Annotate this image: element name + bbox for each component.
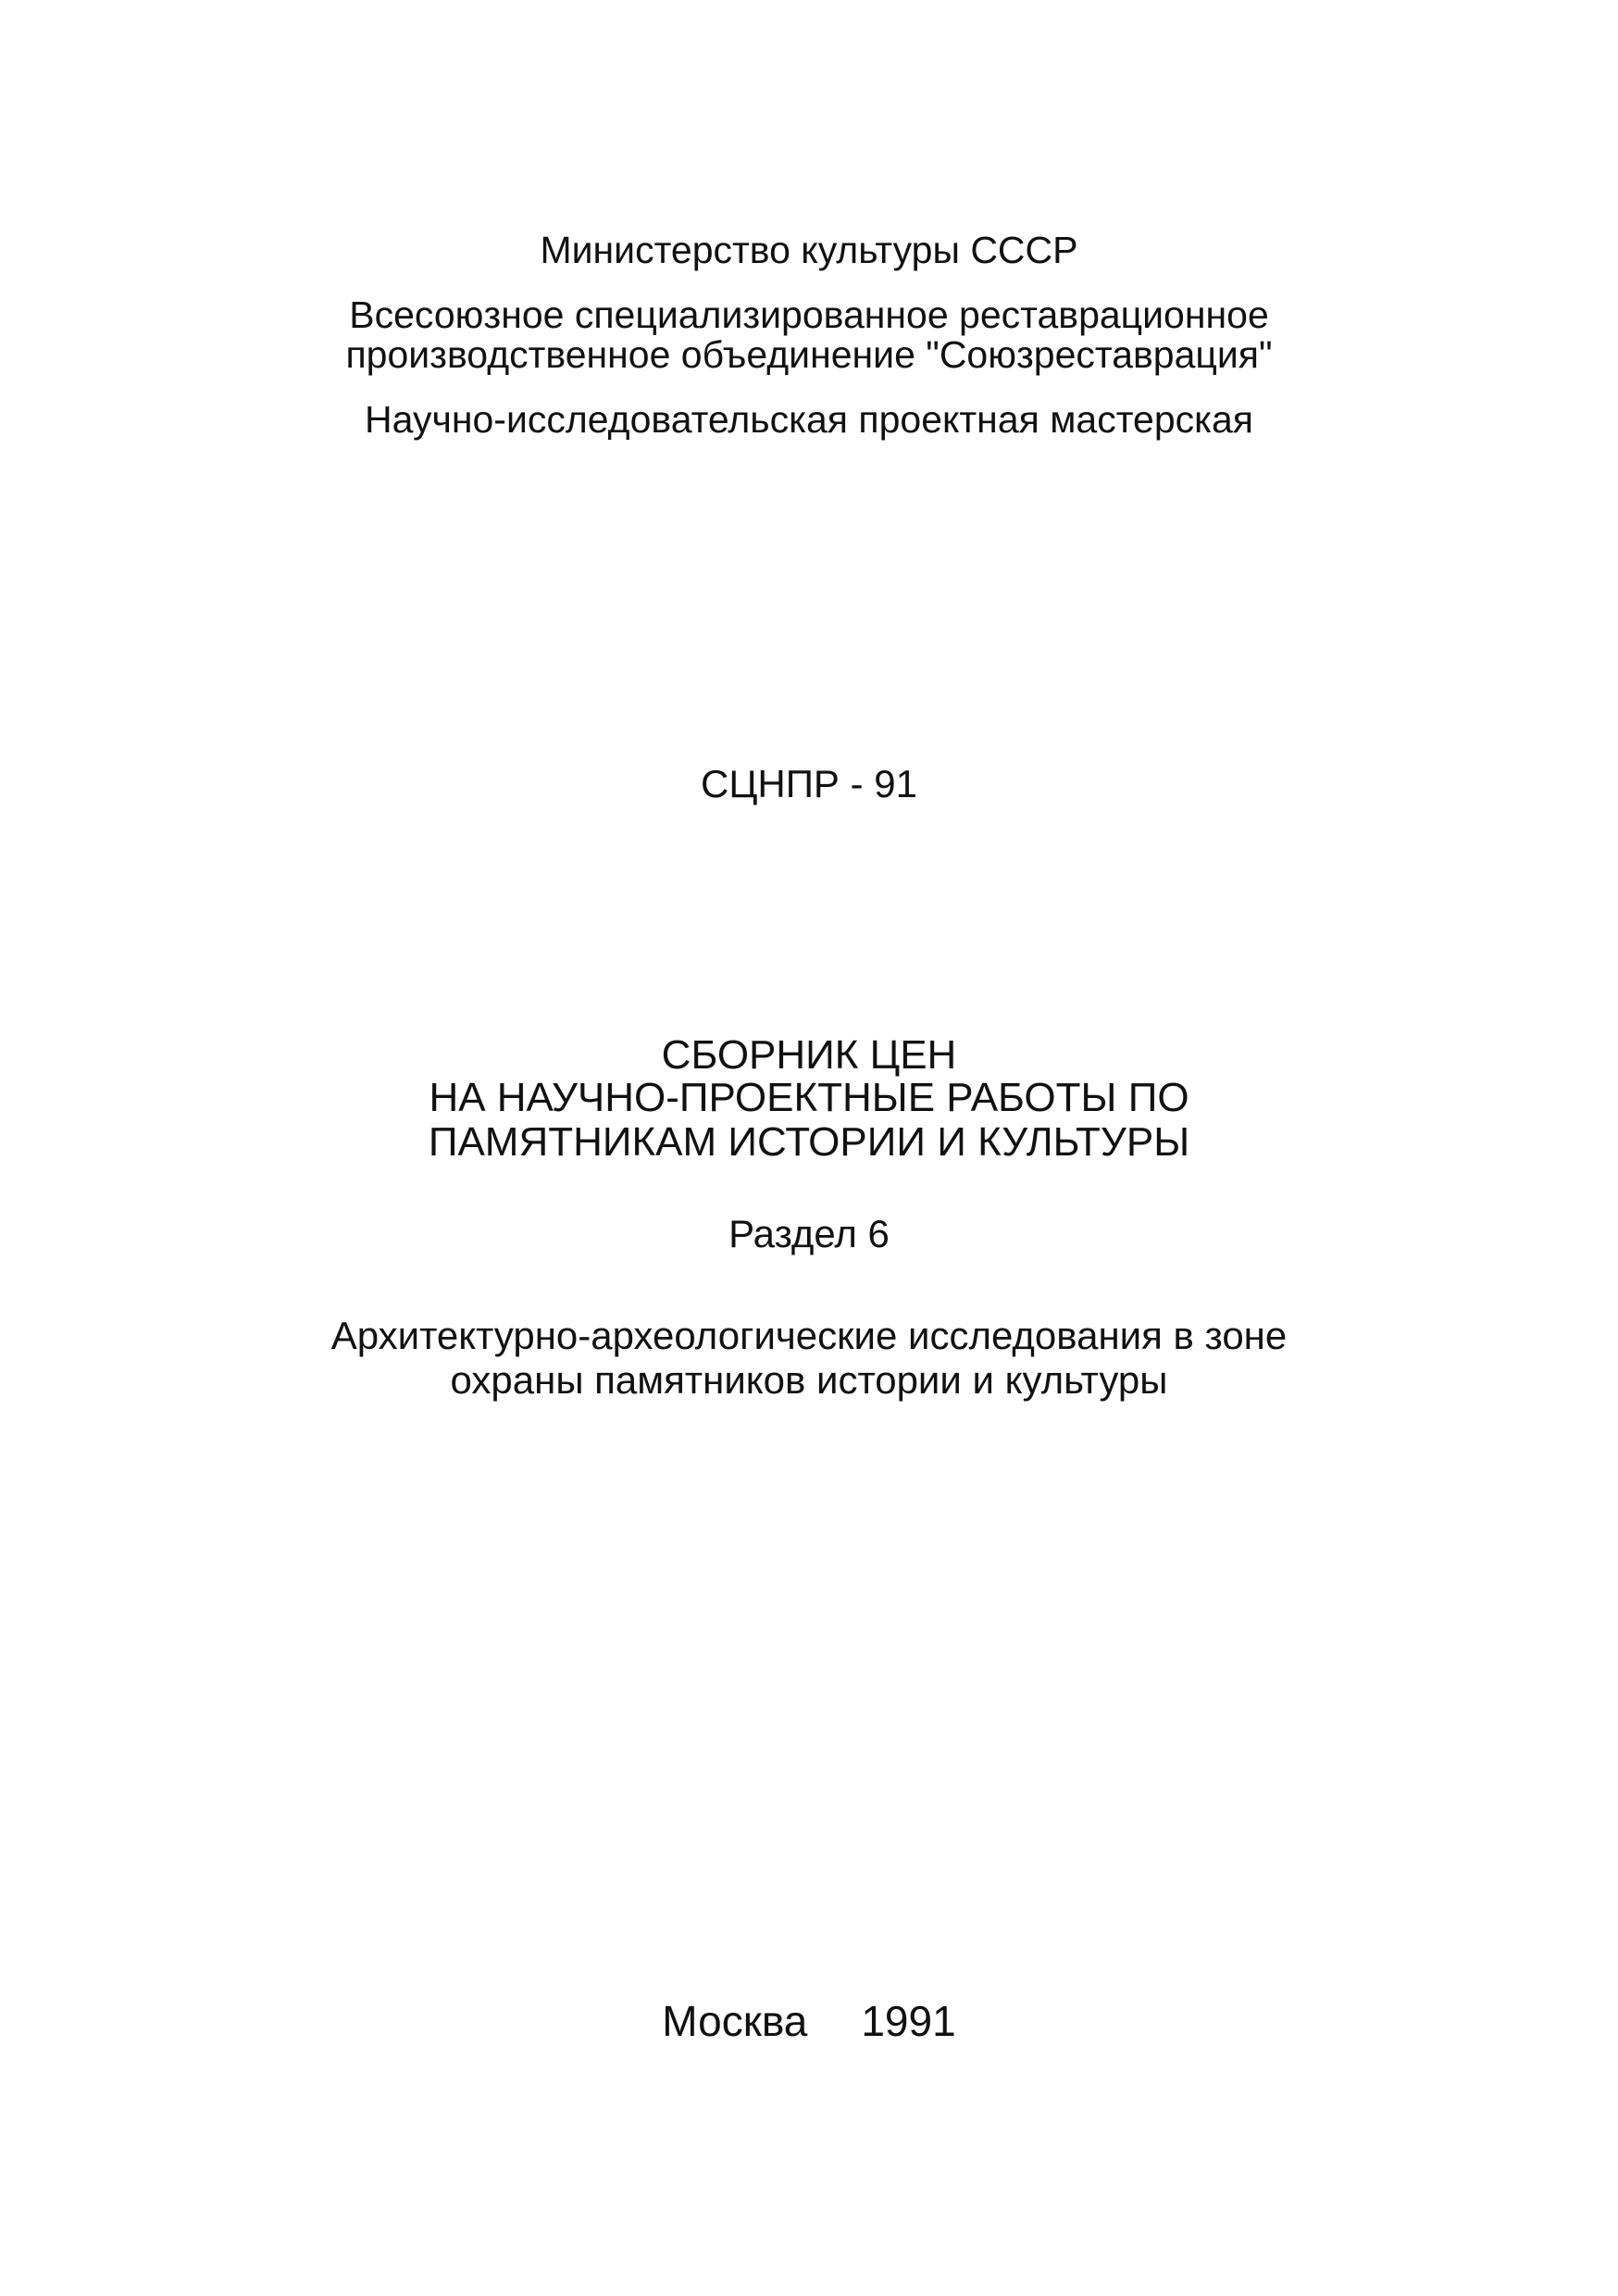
imprint bbox=[0, 1997, 1618, 2045]
workshop-name: Научно-исследовательская проектная мастерская bbox=[365, 398, 1253, 441]
title-line3: ПАМЯТНИКАМ ИСТОРИИ И КУЛЬТУРЫ bbox=[428, 1119, 1190, 1165]
title-line1: СБОРНИК ЦЕН bbox=[661, 1032, 957, 1078]
ministry-name: Министерство культуры СССР bbox=[540, 229, 1078, 271]
association-name-line1: Всесоюзное специализированное реставрационное bbox=[349, 293, 1269, 336]
document-code: СЦНПР - 91 bbox=[701, 762, 917, 805]
section-label: Раздел 6 bbox=[728, 1212, 890, 1255]
title-line2: НА НАУЧНО-ПРОЕКТНЫЕ РАБОТЫ ПО bbox=[429, 1075, 1189, 1120]
section-description-line1: Архитектурно-археологические исследования в зоне bbox=[330, 1314, 1288, 1357]
association-name-line2: производственное объединение "Союзреставрация" bbox=[345, 333, 1273, 376]
publication-year: 1991 bbox=[861, 1997, 956, 2045]
publication-city: Москва bbox=[662, 1997, 808, 2045]
section-description-line2: охраны памятников истории и культуры bbox=[450, 1358, 1168, 1402]
